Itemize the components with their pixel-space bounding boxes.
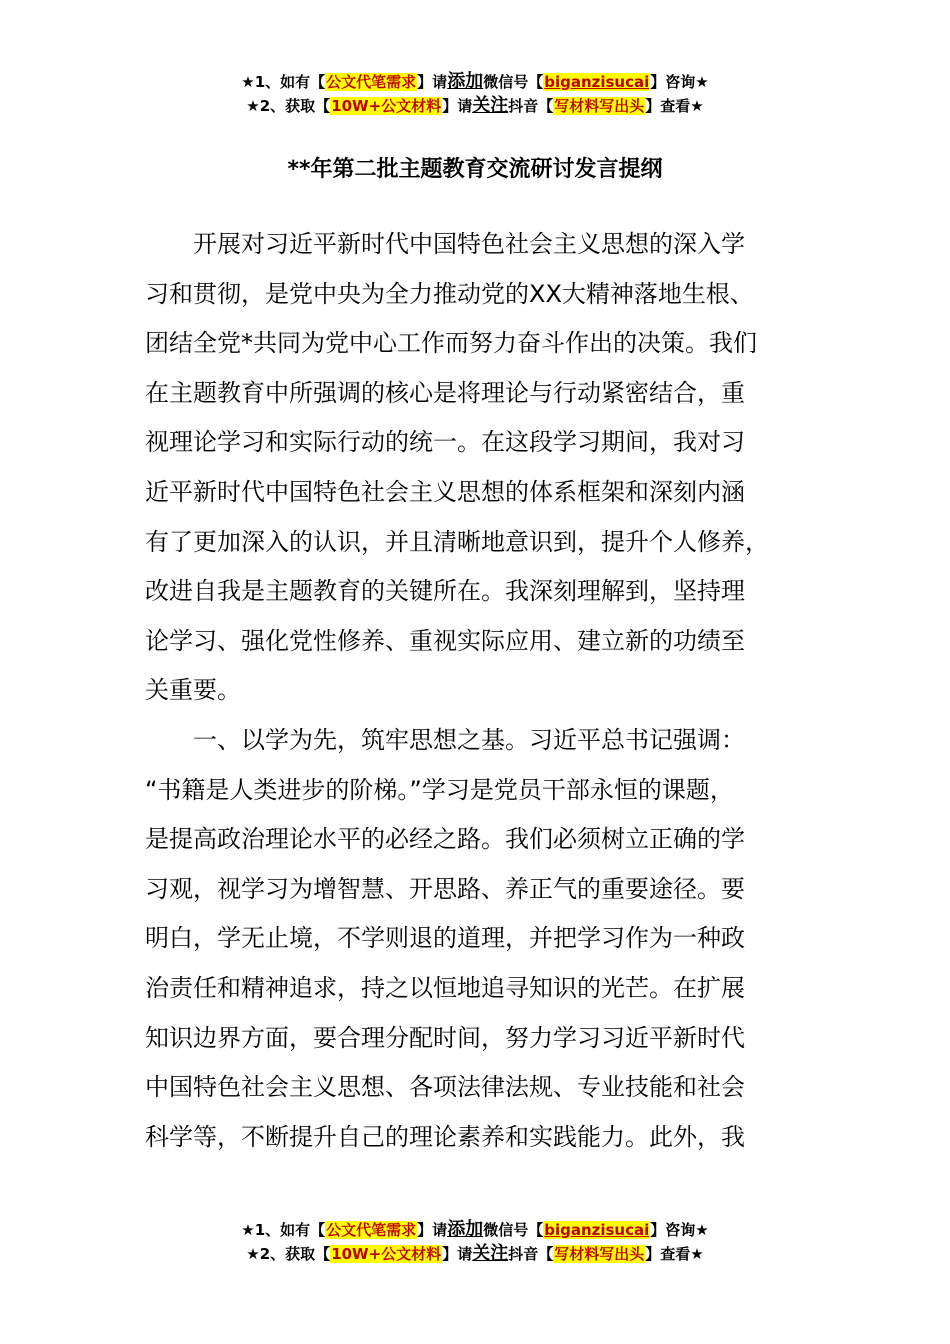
- body-line: 团结全党*共同为党中心工作而努力奋斗作出的决策。我们: [145, 329, 757, 358]
- body-line: 中国特色社会主义思想、各项法律法规、专业技能和社会: [145, 1073, 745, 1102]
- banner-text: 】咨询★: [650, 73, 709, 91]
- banner-text: 】查看★: [645, 97, 704, 115]
- banner-text: ★2、获取【: [246, 97, 331, 115]
- banner-line-2: [0, 94, 950, 118]
- body-line: 知识边界方面，要合理分配时间，努力学习习近平新时代: [145, 1023, 745, 1052]
- banner-line-1: [0, 1218, 950, 1242]
- banner-text: ★1、如有【: [241, 73, 326, 91]
- bottom-banner: [0, 1218, 950, 1266]
- body-line: “书籍是人类进步的阶梯。”学习是党员干部永恒的课题，: [145, 775, 734, 804]
- douyin-account-highlight: 写材料写出头: [554, 1245, 645, 1263]
- body-line: 习观，视学习为增智慧、开思路、养正气的重要途径。要: [145, 874, 745, 903]
- banner-text: 】咨询★: [650, 1221, 709, 1239]
- banner-text: 】请: [442, 97, 473, 115]
- body-line: 开展对习近平新时代中国特色社会主义思想的深入学: [193, 230, 745, 258]
- banner-text: ★1、如有【: [241, 1221, 326, 1239]
- body-line: 科学等，不断提升自己的理论素养和实践能力。此外，我: [145, 1122, 745, 1151]
- banner-text: 】请: [417, 1221, 448, 1239]
- douyin-account-highlight: 写材料写出头: [554, 97, 645, 115]
- document-body: [145, 220, 810, 1162]
- body-line: 习和贯彻，是党中央为全力推动党的XX大精神落地生根、: [145, 279, 754, 308]
- materials-highlight: 10W+公文材料: [331, 97, 442, 115]
- body-line: 视理论学习和实际行动的统一。在这段学习期间，我对习: [145, 428, 745, 457]
- banner-text: 抖音【: [508, 97, 554, 115]
- banner-line-2: [0, 1242, 950, 1266]
- body-line: 是提高政治理论水平的必经之路。我们必须树立正确的学: [145, 825, 745, 854]
- banner-line-1: [0, 70, 950, 94]
- body-line: 一、以学为先，筑牢思想之基。习近平总书记强调：: [193, 725, 745, 754]
- body-line: 改进自我是主题教育的关键所在。我深刻理解到，坚持理: [145, 577, 745, 606]
- top-banner: [0, 70, 950, 118]
- body-line: 有了更加深入的认识，并且清晰地意识到，提升个人修养，: [145, 527, 769, 556]
- body-line: 明白，学无止境，不学则退的道理，并把学习作为一种政: [145, 924, 745, 953]
- wechat-id-link[interactable]: biganzisucai: [544, 73, 650, 91]
- banner-text: 】查看★: [645, 1245, 704, 1263]
- banner-text: 】请: [442, 1245, 473, 1263]
- banner-text: 微信号【: [483, 1221, 544, 1239]
- ghostwriting-highlight: 公文代笔需求: [326, 73, 417, 91]
- body-line: 治责任和精神追求，持之以恒地追寻知识的光芒。在扩展: [145, 973, 745, 1002]
- document-title: **年第二批主题教育交流研讨发言提纲: [287, 157, 663, 182]
- banner-text: ★2、获取【: [246, 1245, 331, 1263]
- wechat-id-link[interactable]: biganzisucai: [544, 1221, 650, 1239]
- banner-text: 】请: [417, 73, 448, 91]
- materials-highlight: 10W+公文材料: [331, 1245, 442, 1263]
- follow-emphasis: 关注: [472, 1243, 509, 1264]
- body-line: 在主题教育中所强调的核心是将理论与行动紧密结合，重: [145, 378, 745, 407]
- add-emphasis: 添加: [447, 1219, 484, 1240]
- add-emphasis: 添加: [447, 71, 484, 92]
- ghostwriting-highlight: 公文代笔需求: [326, 1221, 417, 1239]
- body-line: 论学习、强化党性修养、重视实际应用、建立新的功绩至: [145, 626, 745, 655]
- follow-emphasis: 关注: [472, 95, 509, 116]
- banner-text: 微信号【: [483, 73, 544, 91]
- body-line: 关重要。: [145, 676, 241, 705]
- banner-text: 抖音【: [508, 1245, 554, 1263]
- body-line: 近平新时代中国特色社会主义思想的体系框架和深刻内涵: [145, 477, 745, 506]
